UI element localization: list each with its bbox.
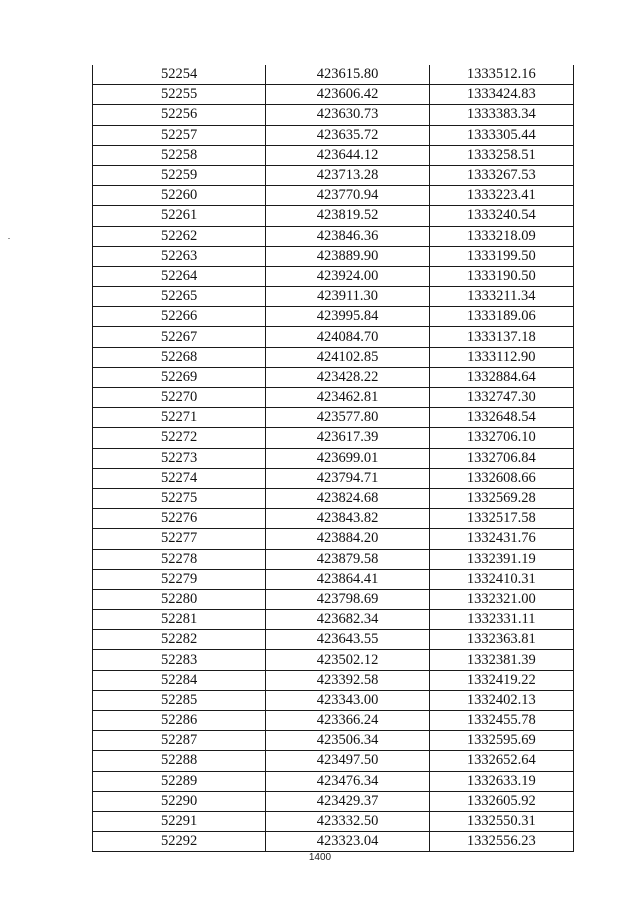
table-row	[93, 408, 574, 428]
y-coordinate-cell: 1332569.28	[429, 488, 573, 508]
point-id-cell: 52254	[93, 65, 266, 85]
table-row	[93, 509, 574, 529]
x-coordinate-cell: 423682.34	[266, 610, 429, 630]
y-coordinate-cell: 1333267.53	[429, 165, 573, 185]
point-id-cell: 52271	[93, 408, 266, 428]
table-row	[93, 307, 574, 327]
table-row	[93, 832, 574, 852]
page-number: 1400	[308, 852, 332, 863]
y-coordinate-cell: 1332884.64	[429, 367, 573, 387]
y-coordinate-cell: 1332402.13	[429, 690, 573, 710]
table-row	[93, 327, 574, 347]
y-coordinate-cell: 1333211.34	[429, 287, 573, 307]
y-coordinate-cell: 1332605.92	[429, 791, 573, 811]
y-coordinate-cell: 1332706.10	[429, 428, 573, 448]
x-coordinate-cell: 424102.85	[266, 347, 429, 367]
table-row	[93, 287, 574, 307]
y-coordinate-cell: 1333512.16	[429, 65, 573, 85]
y-coordinate-cell: 1333190.50	[429, 266, 573, 286]
x-coordinate-cell: 424084.70	[266, 327, 429, 347]
y-coordinate-cell: 1332747.30	[429, 388, 573, 408]
x-coordinate-cell: 423366.24	[266, 711, 429, 731]
table-row	[93, 347, 574, 367]
point-id-cell: 52261	[93, 206, 266, 226]
x-coordinate-cell: 423630.73	[266, 105, 429, 125]
y-coordinate-cell: 1332455.78	[429, 711, 573, 731]
point-id-cell: 52260	[93, 186, 266, 206]
point-id-cell: 52279	[93, 569, 266, 589]
y-coordinate-cell: 1332633.19	[429, 771, 573, 791]
point-id-cell: 52262	[93, 226, 266, 246]
x-coordinate-cell: 423428.22	[266, 367, 429, 387]
y-coordinate-cell: 1332706.84	[429, 448, 573, 468]
x-coordinate-cell: 423506.34	[266, 731, 429, 751]
table-row	[93, 448, 574, 468]
point-id-cell: 52269	[93, 367, 266, 387]
y-coordinate-cell: 1332331.11	[429, 610, 573, 630]
point-id-cell: 52268	[93, 347, 266, 367]
point-id-cell: 52292	[93, 832, 266, 852]
x-coordinate-cell: 423911.30	[266, 287, 429, 307]
x-coordinate-cell: 423606.42	[266, 85, 429, 105]
x-coordinate-cell: 423846.36	[266, 226, 429, 246]
y-coordinate-cell: 1332431.76	[429, 529, 573, 549]
x-coordinate-cell: 423843.82	[266, 509, 429, 529]
x-coordinate-cell: 423462.81	[266, 388, 429, 408]
point-id-cell: 52275	[93, 488, 266, 508]
point-id-cell: 52281	[93, 610, 266, 630]
point-id-cell: 52288	[93, 751, 266, 771]
y-coordinate-cell: 1333137.18	[429, 327, 573, 347]
point-id-cell: 52259	[93, 165, 266, 185]
table-row	[93, 610, 574, 630]
point-id-cell: 52282	[93, 630, 266, 650]
point-id-cell: 52255	[93, 85, 266, 105]
y-coordinate-cell: 1333424.83	[429, 85, 573, 105]
y-coordinate-cell: 1333218.09	[429, 226, 573, 246]
x-coordinate-cell: 423879.58	[266, 549, 429, 569]
x-coordinate-cell: 423924.00	[266, 266, 429, 286]
y-coordinate-cell: 1333199.50	[429, 246, 573, 266]
point-id-cell: 52291	[93, 811, 266, 831]
table-row	[93, 488, 574, 508]
point-id-cell: 52270	[93, 388, 266, 408]
coordinate-table-body	[93, 65, 574, 852]
table-row	[93, 145, 574, 165]
table-row	[93, 811, 574, 831]
table-row	[93, 105, 574, 125]
y-coordinate-cell: 1333383.34	[429, 105, 573, 125]
table-row	[93, 246, 574, 266]
y-coordinate-cell: 1333223.41	[429, 186, 573, 206]
point-id-cell: 52278	[93, 549, 266, 569]
table-row	[93, 468, 574, 488]
x-coordinate-cell: 423798.69	[266, 589, 429, 609]
x-coordinate-cell: 423577.80	[266, 408, 429, 428]
x-coordinate-cell: 423343.00	[266, 690, 429, 710]
x-coordinate-cell: 423770.94	[266, 186, 429, 206]
point-id-cell: 52272	[93, 428, 266, 448]
point-id-cell: 52286	[93, 711, 266, 731]
table-row	[93, 367, 574, 387]
coordinate-table	[92, 65, 574, 852]
point-id-cell: 52276	[93, 509, 266, 529]
point-id-cell: 52287	[93, 731, 266, 751]
y-coordinate-cell: 1332550.31	[429, 811, 573, 831]
y-coordinate-cell: 1333305.44	[429, 125, 573, 145]
x-coordinate-cell: 423497.50	[266, 751, 429, 771]
x-coordinate-cell: 423332.50	[266, 811, 429, 831]
x-coordinate-cell: 423476.34	[266, 771, 429, 791]
table-row	[93, 65, 574, 85]
table-row	[93, 670, 574, 690]
y-coordinate-cell: 1332648.54	[429, 408, 573, 428]
table-row	[93, 771, 574, 791]
table-row	[93, 650, 574, 670]
point-id-cell: 52283	[93, 650, 266, 670]
table-row	[93, 226, 574, 246]
y-coordinate-cell: 1332410.31	[429, 569, 573, 589]
table-row	[93, 791, 574, 811]
y-coordinate-cell: 1332595.69	[429, 731, 573, 751]
x-coordinate-cell: 423615.80	[266, 65, 429, 85]
point-id-cell: 52280	[93, 589, 266, 609]
x-coordinate-cell: 423699.01	[266, 448, 429, 468]
x-coordinate-cell: 423635.72	[266, 125, 429, 145]
y-coordinate-cell: 1333189.06	[429, 307, 573, 327]
table-row	[93, 711, 574, 731]
point-id-cell: 52256	[93, 105, 266, 125]
table-row	[93, 266, 574, 286]
x-coordinate-cell: 423323.04	[266, 832, 429, 852]
x-coordinate-cell: 423889.90	[266, 246, 429, 266]
y-coordinate-cell: 1332363.81	[429, 630, 573, 650]
table-row	[93, 388, 574, 408]
x-coordinate-cell: 423643.55	[266, 630, 429, 650]
table-row	[93, 549, 574, 569]
y-coordinate-cell: 1332556.23	[429, 832, 573, 852]
y-coordinate-cell: 1333112.90	[429, 347, 573, 367]
y-coordinate-cell: 1332321.00	[429, 589, 573, 609]
x-coordinate-cell: 423644.12	[266, 145, 429, 165]
table-row	[93, 125, 574, 145]
x-coordinate-cell: 423429.37	[266, 791, 429, 811]
y-coordinate-cell: 1333258.51	[429, 145, 573, 165]
point-id-cell: 52265	[93, 287, 266, 307]
point-id-cell: 52285	[93, 690, 266, 710]
y-coordinate-cell: 1332391.19	[429, 549, 573, 569]
point-id-cell: 52274	[93, 468, 266, 488]
x-coordinate-cell: 423617.39	[266, 428, 429, 448]
x-coordinate-cell: 423824.68	[266, 488, 429, 508]
table-row	[93, 165, 574, 185]
point-id-cell: 52273	[93, 448, 266, 468]
point-id-cell: 52266	[93, 307, 266, 327]
table-row	[93, 428, 574, 448]
y-coordinate-cell: 1332419.22	[429, 670, 573, 690]
y-coordinate-cell: 1333240.54	[429, 206, 573, 226]
y-coordinate-cell: 1332608.66	[429, 468, 573, 488]
x-coordinate-cell: 423819.52	[266, 206, 429, 226]
y-coordinate-cell: 1332517.58	[429, 509, 573, 529]
point-id-cell: 52284	[93, 670, 266, 690]
point-id-cell: 52290	[93, 791, 266, 811]
table-row	[93, 731, 574, 751]
table-row	[93, 206, 574, 226]
point-id-cell: 52267	[93, 327, 266, 347]
y-coordinate-cell: 1332652.64	[429, 751, 573, 771]
point-id-cell: 52257	[93, 125, 266, 145]
x-coordinate-cell: 423502.12	[266, 650, 429, 670]
x-coordinate-cell: 423392.58	[266, 670, 429, 690]
x-coordinate-cell: 423995.84	[266, 307, 429, 327]
x-coordinate-cell: 423713.28	[266, 165, 429, 185]
point-id-cell: 52264	[93, 266, 266, 286]
table-row	[93, 589, 574, 609]
table-row	[93, 529, 574, 549]
table-row	[93, 751, 574, 771]
point-id-cell: 52277	[93, 529, 266, 549]
table-row	[93, 186, 574, 206]
point-id-cell: 52258	[93, 145, 266, 165]
point-id-cell: 52289	[93, 771, 266, 791]
scan-speck	[8, 238, 10, 239]
point-id-cell: 52263	[93, 246, 266, 266]
table-row	[93, 630, 574, 650]
x-coordinate-cell: 423794.71	[266, 468, 429, 488]
table-row	[93, 569, 574, 589]
x-coordinate-cell: 423864.41	[266, 569, 429, 589]
table-row	[93, 690, 574, 710]
y-coordinate-cell: 1332381.39	[429, 650, 573, 670]
table-row	[93, 85, 574, 105]
x-coordinate-cell: 423884.20	[266, 529, 429, 549]
